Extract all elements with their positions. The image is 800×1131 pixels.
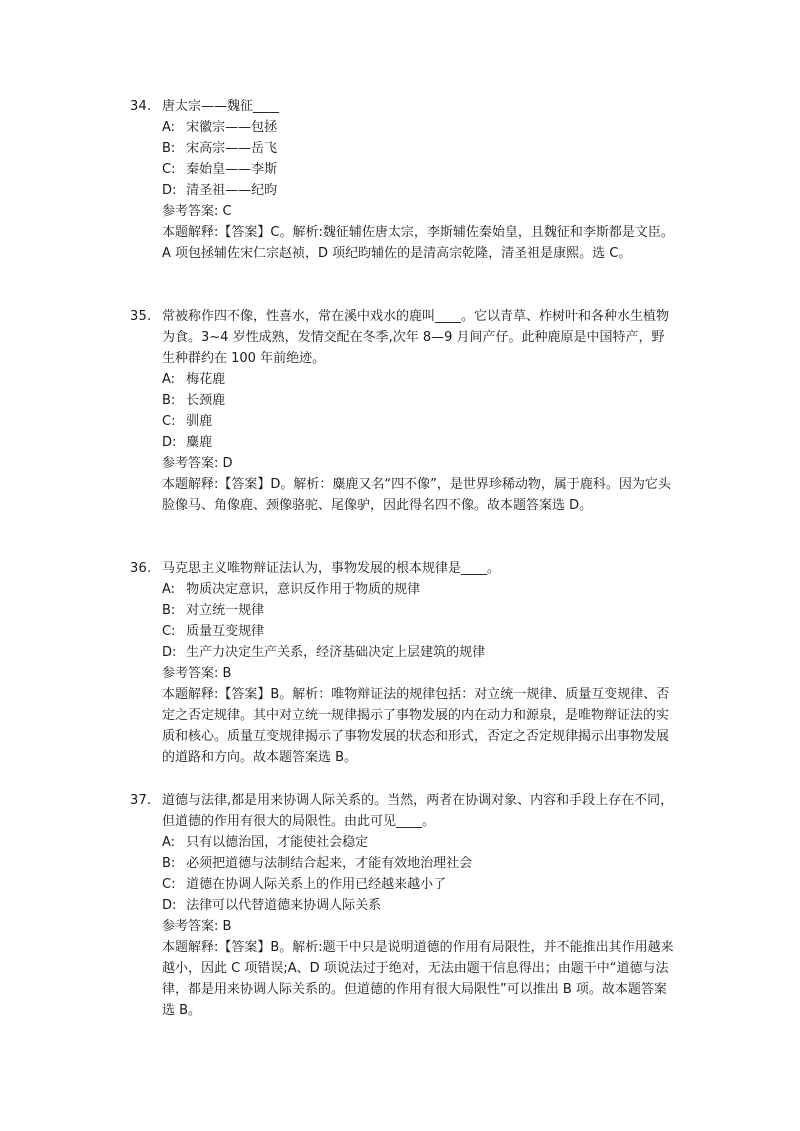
explanation: 本题解释:【答案】B。解析：唯物辩证法的规律包括：对立统一规律、质量互变规律、否定之否定规律。其中对立统一规律揭示了事物发展的内在动力和源泉，是唯物辩证法的实质和核心。质量互变规律揭示了事物发展的状态和形式，否定之否定规律揭示出事物发展的道路和方向。故本题答案选 B。: [162, 687, 670, 765]
option-b: [162, 853, 675, 874]
option-text: 物质决定意识，意识反作用于物质的规律: [186, 582, 421, 597]
reference-answer: 参考答案: B: [162, 919, 232, 934]
question-row: [130, 790, 675, 1021]
option-b: [162, 138, 675, 159]
option-key: A:: [162, 582, 176, 597]
reference-answer: 参考答案: B: [162, 666, 232, 681]
option-key: C:: [162, 162, 176, 177]
option-text: 宋高宗——岳飞: [186, 141, 278, 156]
option-d: [162, 895, 675, 916]
option-a: [162, 369, 675, 390]
option-a: [162, 579, 675, 600]
option-key: A:: [162, 835, 176, 850]
option-c: [162, 159, 675, 180]
option-key: D:: [162, 435, 177, 450]
option-text: 驯鹿: [186, 414, 213, 429]
explanation: 本题解释:【答案】C。解析:魏征辅佐唐太宗，李斯辅佐秦始皇，且魏征和李斯都是文臣。A 项包拯辅佐宋仁宗赵祯，D 项纪昀辅佐的是清高宗乾隆，清圣祖是康熙。选 C。: [162, 225, 674, 261]
option-text: 质量互变规律: [186, 624, 265, 639]
question-number: 34.: [130, 99, 152, 114]
option-text: 长颈鹿: [186, 393, 226, 408]
explanation: 本题解释:【答案】D。解析：麋鹿又名“四不像”，是世界珍稀动物，属于鹿科。因为它头脸像马、角像鹿、颈像骆驼、尾像驴，因此得名四不像。故本题答案选 D。: [162, 477, 671, 513]
option-c: [162, 874, 675, 895]
option-text: 清圣祖——纪昀: [186, 183, 278, 198]
question-34: [130, 96, 675, 264]
option-d: [162, 180, 675, 201]
option-key: C:: [162, 414, 176, 429]
question-36: [130, 558, 675, 768]
option-key: A:: [162, 372, 176, 387]
question-stem: 唐太宗——魏征____: [162, 99, 280, 114]
option-d: [162, 642, 675, 663]
option-key: B:: [162, 393, 176, 408]
question-number: 37.: [130, 793, 152, 808]
reference-answer: 参考答案: D: [162, 456, 233, 471]
question-row: [130, 96, 675, 264]
option-text: 必须把道德与法制结合起来，才能有效地治理社会: [186, 856, 473, 871]
question-number: 36.: [130, 561, 152, 576]
option-key: B:: [162, 603, 176, 618]
reference-answer: 参考答案: C: [162, 204, 232, 219]
option-text: 只有以德治国，才能使社会稳定: [186, 835, 369, 850]
option-text: 法律可以代替道德来协调人际关系: [186, 898, 382, 913]
option-key: C:: [162, 624, 176, 639]
question-number: 35.: [130, 309, 152, 324]
option-key: A:: [162, 120, 176, 135]
question-stem: 马克思主义唯物辩证法认为，事物发展的根本规律是____。: [162, 561, 501, 576]
option-text: 道德在协调人际关系上的作用已经越来越小了: [186, 877, 447, 892]
option-text: 宋徽宗——包拯: [186, 120, 278, 135]
question-35: [130, 306, 675, 516]
option-d: [162, 432, 675, 453]
option-text: 生产力决定生产关系，经济基础决定上层建筑的规律: [186, 645, 486, 660]
option-key: D:: [162, 183, 177, 198]
option-a: [162, 832, 675, 853]
option-key: D:: [162, 898, 177, 913]
question-37: [130, 790, 675, 1021]
option-a: [162, 117, 675, 138]
question-row: [130, 306, 675, 516]
option-text: 秦始皇——李斯: [186, 162, 278, 177]
question-stem: 道德与法律,都是用来协调人际关系的。当然，两者在协调对象、内容和手段上存在不同，但道德的作用有很大的局限性。由此可见____。: [162, 793, 674, 829]
option-b: [162, 600, 675, 621]
option-text: 对立统一规律: [186, 603, 265, 618]
option-key: B:: [162, 856, 176, 871]
option-key: D:: [162, 645, 177, 660]
explanation: 本题解释:【答案】B。解析:题干中只是说明道德的作用有局限性，并不能推出其作用越来越小，因此 C 项错误;A、D 项说法过于绝对，无法由题干信息得出；由题干中“道德与法律，都是用来协调人际关系的。但道德的作用有很大局限性”可以推出 B 项。故本题答案选 B。: [162, 940, 674, 1018]
option-c: [162, 621, 675, 642]
question-row: [130, 558, 675, 768]
option-key: B:: [162, 141, 176, 156]
question-stem: 常被称作四不像，性喜水，常在溪中戏水的鹿叫____。它以青草、柞树叶和各种水生植物为食。3~4 岁性成熟，发情交配在冬季,次年 8—9 月间产仔。此种鹿原是中国特产，野生种群约在 100 年前绝迹。: [162, 309, 670, 366]
option-b: [162, 390, 675, 411]
option-text: 麋鹿: [186, 435, 213, 450]
option-c: [162, 411, 675, 432]
option-key: C:: [162, 877, 176, 892]
option-text: 梅花鹿: [186, 372, 226, 387]
